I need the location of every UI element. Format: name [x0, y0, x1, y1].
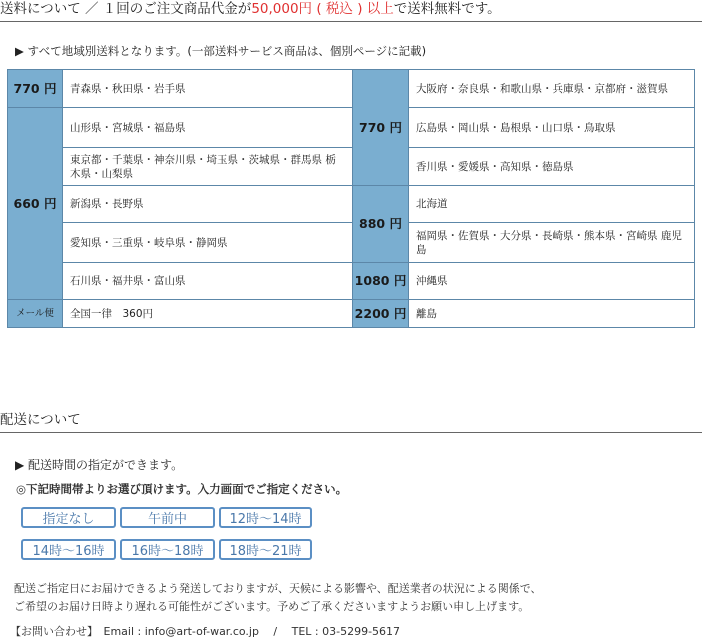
- time-slot-12-14: 12時～14時: [219, 507, 312, 528]
- time-slot-14-16: 14時～16時: [21, 539, 116, 560]
- time-slot-none: 指定なし: [21, 507, 116, 528]
- rate-area: 愛知県・三重県・岐阜県・静岡県: [63, 223, 353, 263]
- rate-area: 香川県・愛媛県・高知県・徳島県: [409, 148, 695, 186]
- rate-price: 770 円: [353, 70, 409, 186]
- rate-area: 離島: [409, 300, 695, 328]
- delivery-heading: 配送について: [0, 411, 702, 433]
- mail-delivery-label: メール便: [8, 300, 63, 328]
- heading-suffix: で送料無料です。: [393, 1, 501, 17]
- rate-area: 沖縄県: [409, 263, 695, 300]
- rate-area: 青森県・秋田県・岩手県: [63, 70, 353, 108]
- rate-area: 新潟県・長野県: [63, 186, 353, 223]
- rate-area: 広島県・岡山県・島根県・山口県・鳥取県: [409, 108, 695, 148]
- contact-info: 【お問い合わせ】 Email : info@art-of-war.co.jp / TEL : 03-5299-5617: [10, 625, 401, 638]
- mail-delivery-fee: 全国一律 360円: [63, 300, 353, 328]
- rate-area: 東京都・千葉県・神奈川県・埼玉県・茨城県・群馬県 栃木県・山梨県: [63, 148, 353, 186]
- rate-price: 1080 円: [353, 263, 409, 300]
- regional-fee-note: ▶ すべて地域別送料となります。(一部送料サービス商品は、個別ページに記載): [15, 44, 427, 58]
- shipping-rate-table: [7, 69, 695, 328]
- delivery-time-subnote: ◎下記時間帯よりお選び頂けます。入力画面でご指定ください。: [16, 482, 348, 496]
- rate-area: 大阪府・奈良県・和歌山県・兵庫県・京都府・滋賀県: [409, 70, 695, 108]
- rate-area: 北海道: [409, 186, 695, 223]
- rate-price: 770 円: [8, 70, 63, 108]
- time-slot-16-18: 16時～18時: [120, 539, 215, 560]
- rate-area: 石川県・福井県・富山県: [63, 263, 353, 300]
- heading-prefix: 送料について ／ １回のご注文商品代金が: [0, 1, 252, 17]
- delivery-disclaimer-line1: 配送ご指定日にお届けできるよう発送しておりますが、天候による影響や、配送業者の状況による関係で、: [14, 582, 542, 595]
- rate-area: 山形県・宮城県・福島県: [63, 108, 353, 148]
- rate-price: 2200 円: [353, 300, 409, 328]
- time-slot-morning: 午前中: [120, 507, 215, 528]
- shipping-fee-heading: [0, 0, 702, 22]
- free-shipping-threshold: 50,000円 ( 税込 ) 以上: [251, 1, 394, 17]
- delivery-time-note: ▶ 配送時間の指定ができます。: [15, 458, 184, 472]
- time-slot-18-21: 18時～21時: [219, 539, 312, 560]
- delivery-disclaimer-line2: ご希望のお届け日時より遅れる可能性がございます。予めご了承くださいますようお願い申し上げます。: [14, 600, 530, 613]
- rate-price: 880 円: [353, 186, 409, 263]
- rate-area: 福岡県・佐賀県・大分県・長崎県・熊本県・宮崎県 鹿児島: [409, 223, 695, 263]
- rate-price: 660 円: [8, 108, 63, 300]
